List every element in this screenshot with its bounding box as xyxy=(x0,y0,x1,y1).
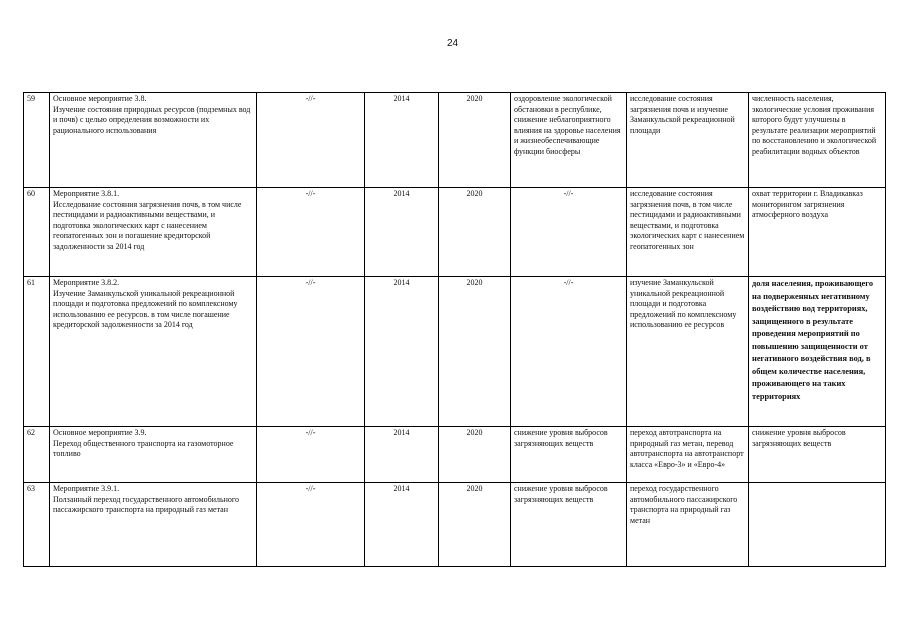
expected-result: -//- xyxy=(511,188,627,277)
start-year: 2014 xyxy=(365,427,439,483)
event-name: Мероприятие 3.9.1. Ползанный переход государственного автомобильного пассажирского транспорта на природный газ метан xyxy=(50,483,257,567)
indicator: снижение уровня выбросов загрязняющих веществ xyxy=(749,427,886,483)
event-name: Мероприятие 3.8.2. Изучение Заманкульской уникальной рекреационной площади и подготовка предложений по комплексному использованию ее ресурсов. в том числе погашение кредиторской задолженности за 2014 год xyxy=(50,277,257,427)
start-year: 2014 xyxy=(365,93,439,188)
expected-result: -//- xyxy=(511,277,627,427)
end-year: 2020 xyxy=(439,483,511,567)
table-row xyxy=(24,188,886,277)
end-year: 2020 xyxy=(439,93,511,188)
main-directions: изучение Заманкульской уникальной рекреационной площади и подготовка предложений по комплексному использованию ее ресурсов xyxy=(627,277,749,427)
executor: -//- xyxy=(257,277,365,427)
executor: -//- xyxy=(257,483,365,567)
table-row xyxy=(24,277,886,427)
table-row xyxy=(24,483,886,567)
expected-result: снижение уровня выбросов загрязняющих веществ xyxy=(511,427,627,483)
executor: -//- xyxy=(257,188,365,277)
indicator: численность населения, экологические условия проживания которого будут улучшены в результате реализации мероприятий по восстановлению и экологической реабилитации водных объектов xyxy=(749,93,886,188)
table-row xyxy=(24,93,886,188)
row-number: 62 xyxy=(24,427,50,483)
expected-result: оздоровление экологической обстановки в республике, снижение неблагоприятного влияния на здоровье населения и жизнеобеспечивающие функции биосферы xyxy=(511,93,627,188)
event-name: Мероприятие 3.8.1. Исследование состояния загрязнения почв, в том числе пестицидами и радиоактивными веществами, и подготовка экологических карт с нанесением геопатогенных зон и погашение кредиторской задолженности за 2014 год xyxy=(50,188,257,277)
main-directions: переход автотранспорта на природный газ метан, перевод автотранспорта на автотранспорт класса «Евро-3» и «Евро-4» xyxy=(627,427,749,483)
executor: -//- xyxy=(257,93,365,188)
row-number: 60 xyxy=(24,188,50,277)
event-name: Основное мероприятие 3.9. Переход общественного транспорта на газомоторное топливо xyxy=(50,427,257,483)
executor: -//- xyxy=(257,427,365,483)
expected-result: снижение уровня выбросов загрязняющих веществ xyxy=(511,483,627,567)
main-directions: исследование состояния загрязнения почв и изучение Заманкульской рекреационной площади xyxy=(627,93,749,188)
indicator xyxy=(749,483,886,567)
main-directions: переход государственного автомобильного пассажирского транспорта на природный газ метан xyxy=(627,483,749,567)
end-year: 2020 xyxy=(439,427,511,483)
row-number: 61 xyxy=(24,277,50,427)
start-year: 2014 xyxy=(365,188,439,277)
start-year: 2014 xyxy=(365,277,439,427)
row-number: 59 xyxy=(24,93,50,188)
end-year: 2020 xyxy=(439,277,511,427)
page-number: 24 xyxy=(446,38,459,49)
table-row xyxy=(24,427,886,483)
start-year: 2014 xyxy=(365,483,439,567)
row-number: 63 xyxy=(24,483,50,567)
end-year: 2020 xyxy=(439,188,511,277)
main-directions: исследование состояния загрязнения почв, в том числе пестицидами и радиоактивными веществами, и подготовка экологических карт с нанесением геопатогенных зон xyxy=(627,188,749,277)
program-events-table xyxy=(23,92,886,567)
event-name: Основное мероприятие 3.8. Изучение состояния природных ресурсов (подземных вод и почв) с целью определения возможности их рационального использования xyxy=(50,93,257,188)
indicator: доля населения, проживающего на подверженных негативному воздействию вод территориях, защищенного в результате проведения мероприятий по повышению защищенности от негативного воздействия вод, в общем количестве населения, проживающего на таких территориях xyxy=(749,277,886,427)
indicator: охват территории г. Владикавказ мониторингом загрязнения атмосферного воздуха xyxy=(749,188,886,277)
